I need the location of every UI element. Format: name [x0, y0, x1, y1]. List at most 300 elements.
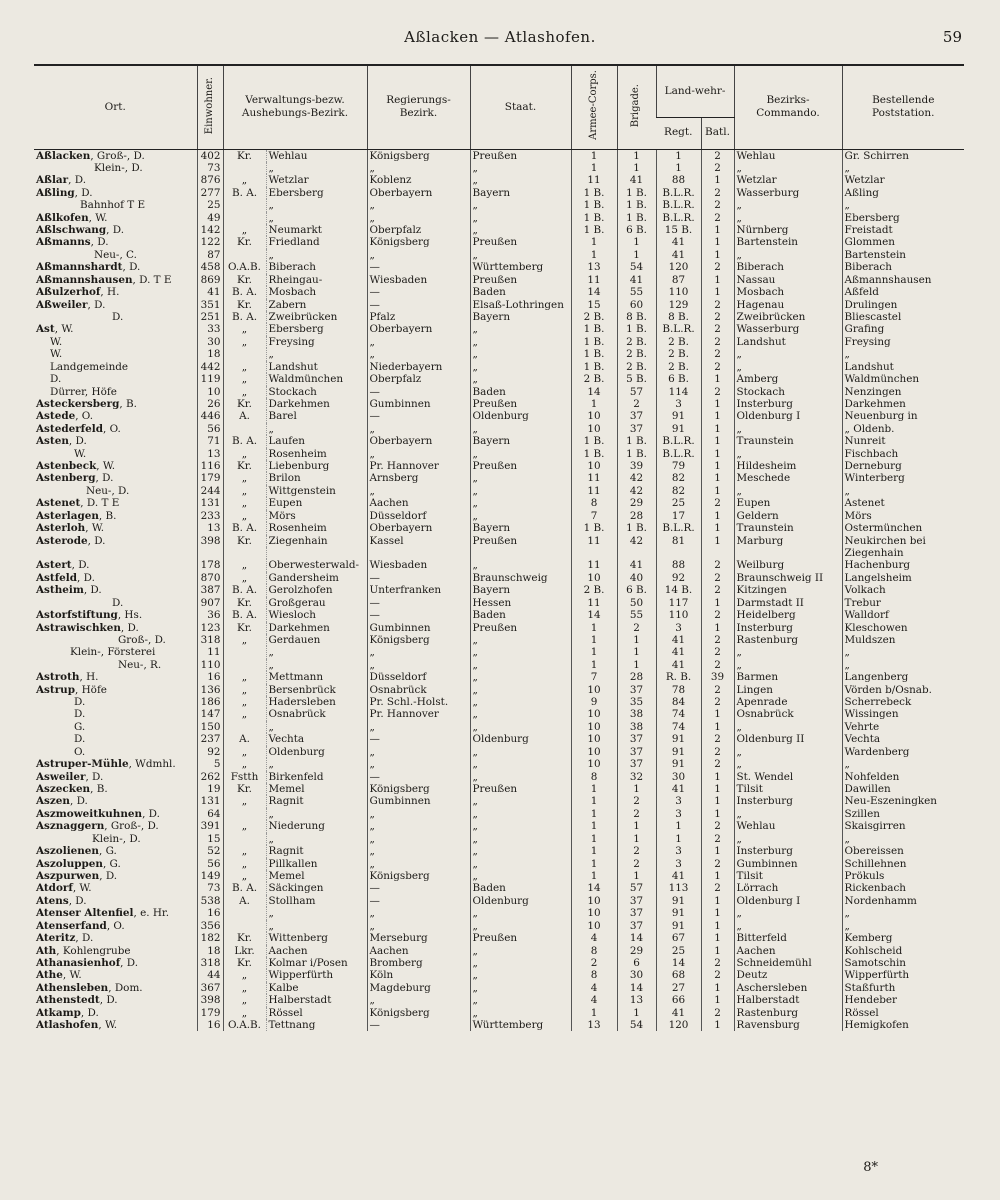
armeecorps-cell: 1 — [571, 622, 617, 634]
regierungsbezirk-cell: Kassel — [367, 535, 470, 547]
table-row — [34, 820, 964, 832]
regierungsbezirk-cell: „ — [367, 199, 470, 211]
poststation-cell: „ — [842, 162, 964, 174]
brigade-cell: 1 — [617, 149, 656, 162]
verwaltung-bezirk-cell: „ — [266, 348, 367, 360]
ort-cell — [34, 907, 197, 919]
verwaltung-type-cell: Kr. — [223, 149, 266, 162]
table-row — [34, 199, 964, 211]
landwehr-bataillon-cell: 1 — [701, 224, 734, 236]
einwohner-cell: 18 — [197, 348, 223, 360]
ort-type: , D. — [68, 435, 87, 448]
landwehr-bataillon-cell: 1 — [701, 398, 734, 410]
verwaltung-type-cell: „ — [223, 224, 266, 236]
armeecorps-cell: 1 — [571, 808, 617, 820]
landwehr-bataillon-cell: 1 — [701, 485, 734, 497]
verwaltung-bezirk-cell: Eupen — [266, 497, 367, 509]
armeecorps-cell: 10 — [571, 920, 617, 932]
landwehr-regiment-cell: 3 — [656, 398, 701, 410]
brigade-cell: 38 — [617, 708, 656, 720]
verwaltung-bezirk-cell: Zabern — [266, 299, 367, 311]
brigade-cell: 29 — [617, 497, 656, 509]
staat-cell: Preußen — [470, 236, 571, 248]
armeecorps-cell: 10 — [571, 721, 617, 733]
einwohner-cell: 92 — [197, 746, 223, 758]
ort-cell — [34, 895, 197, 907]
verwaltung-type-cell — [223, 348, 266, 360]
brigade-cell: 28 — [617, 671, 656, 683]
ort-name: Aßmannshardt — [36, 261, 123, 274]
table-body — [34, 149, 964, 1031]
brigade-cell: 57 — [617, 386, 656, 398]
brigade-cell: 14 — [617, 932, 656, 944]
ort-type: Neu-, R. — [118, 658, 162, 671]
einwohner-cell: 71 — [197, 435, 223, 447]
regierungsbezirk-cell: Königsberg — [367, 236, 470, 248]
regierungsbezirk-cell: „ — [367, 423, 470, 435]
regierungsbezirk-cell: Pr. Hannover — [367, 460, 470, 472]
table-row — [34, 733, 964, 745]
staat-cell: „ — [470, 323, 571, 335]
poststation-cell: Landshut — [842, 361, 964, 373]
bezirkskommando-cell: Apenrade — [734, 696, 842, 708]
verwaltung-bezirk-cell: „ — [266, 808, 367, 820]
landwehr-bataillon-cell: 1 — [701, 597, 734, 609]
regierungsbezirk-cell: „ — [367, 162, 470, 174]
staat-cell: Oldenburg — [470, 410, 571, 422]
ort-name: Asterloh — [36, 522, 86, 535]
regierungsbezirk-cell: Gumbinnen — [367, 398, 470, 410]
regierungsbezirk-cell: Wiesbaden — [367, 274, 470, 286]
table-row — [34, 609, 964, 621]
verwaltung-type-cell: „ — [223, 634, 266, 646]
ort-cell — [34, 497, 197, 509]
regierungsbezirk-cell: „ — [367, 348, 470, 360]
ort-cell — [34, 311, 197, 323]
verwaltung-bezirk-cell: Rössel — [266, 1007, 367, 1019]
verwaltung-type-cell: „ — [223, 708, 266, 720]
bezirkskommando-cell: Mosbach — [734, 286, 842, 298]
poststation-cell: Rössel — [842, 1007, 964, 1019]
armeecorps-cell: 11 — [571, 274, 617, 286]
bezirkskommando-cell: Traunstein — [734, 522, 842, 534]
verwaltung-type-cell: B. A. — [223, 882, 266, 894]
regierungsbezirk-cell: „ — [367, 845, 470, 857]
landwehr-bataillon-cell: 2 — [701, 559, 734, 571]
einwohner-cell: 119 — [197, 373, 223, 385]
regierungsbezirk-cell: — — [367, 733, 470, 745]
landwehr-bataillon-cell: 2 — [701, 187, 734, 199]
verwaltung-type-cell: Kr. — [223, 236, 266, 248]
bezirkskommando-cell: Amberg — [734, 373, 842, 385]
regierungsbezirk-cell: Niederbayern — [367, 361, 470, 373]
regierungsbezirk-cell: „ — [367, 336, 470, 348]
ort-cell — [34, 448, 197, 460]
regierungsbezirk-cell: Aachen — [367, 945, 470, 957]
staat-cell: Baden — [470, 882, 571, 894]
regierungsbezirk-cell: Koblenz — [367, 174, 470, 186]
ort-name: Aszoluppen — [36, 857, 103, 870]
verwaltung-type-cell: B. A. — [223, 187, 266, 199]
regierungsbezirk-cell: „ — [367, 448, 470, 460]
ort-type: , D. — [80, 1006, 99, 1019]
verwaltung-type-cell — [223, 721, 266, 733]
armeecorps-cell — [571, 547, 617, 559]
table-row — [34, 535, 964, 547]
landwehr-bataillon-cell: 1 — [701, 795, 734, 807]
table-row — [34, 982, 964, 994]
bezirkskommando-cell: Wetzlar — [734, 174, 842, 186]
bezirkskommando-cell: Oldenburg II — [734, 733, 842, 745]
ort-type: G. — [74, 720, 86, 733]
staat-cell: „ — [470, 982, 571, 994]
regierungsbezirk-cell: Düsseldorf — [367, 510, 470, 522]
poststation-cell: Bliescastel — [842, 311, 964, 323]
verwaltung-bezirk-cell: Mettmann — [266, 671, 367, 683]
verwaltung-bezirk-cell: Wittenberg — [266, 932, 367, 944]
landwehr-regiment-cell: 14 — [656, 957, 701, 969]
table-row — [34, 311, 964, 323]
landwehr-regiment-cell: 74 — [656, 721, 701, 733]
ort-type: , G. — [102, 857, 121, 870]
armeecorps-cell: 10 — [571, 684, 617, 696]
verwaltung-bezirk-cell: Birkenfeld — [266, 771, 367, 783]
regierungsbezirk-cell: Pfalz — [367, 311, 470, 323]
verwaltung-bezirk-cell: Ebersberg — [266, 323, 367, 335]
armeecorps-cell: 14 — [571, 386, 617, 398]
ort-name: Aßmannshausen — [36, 273, 133, 286]
ort-type: , W. — [62, 969, 82, 982]
brigade-cell — [617, 547, 656, 559]
landwehr-bataillon-cell: 2 — [701, 858, 734, 870]
verwaltung-bezirk-cell: Rosenheim — [266, 522, 367, 534]
armeecorps-cell: 1 B. — [571, 361, 617, 373]
staat-cell: „ — [470, 497, 571, 509]
einwohner-cell: 150 — [197, 721, 223, 733]
poststation-cell: Langenberg — [842, 671, 964, 683]
staat-cell: „ — [470, 634, 571, 646]
staat-cell: „ — [470, 671, 571, 683]
regierungsbezirk-cell: „ — [367, 808, 470, 820]
landwehr-bataillon-cell: 2 — [701, 149, 734, 162]
armeecorps-cell: 10 — [571, 460, 617, 472]
regierungsbezirk-cell: — — [367, 1019, 470, 1031]
landwehr-regiment-cell: 3 — [656, 622, 701, 634]
armeecorps-cell: 11 — [571, 535, 617, 547]
bezirkskommando-cell: Nürnberg — [734, 224, 842, 236]
table-row — [34, 410, 964, 422]
ort-cell — [34, 609, 197, 621]
verwaltung-type-cell: Kr. — [223, 535, 266, 547]
table-row — [34, 373, 964, 385]
brigade-cell: 32 — [617, 771, 656, 783]
bezirkskommando-cell: Darmstadt II — [734, 597, 842, 609]
armeecorps-cell: 1 — [571, 249, 617, 261]
column-header-brigade: Brigade. — [617, 65, 656, 149]
einwohner-cell: 64 — [197, 808, 223, 820]
regierungsbezirk-cell: — — [367, 386, 470, 398]
staat-cell: Preußen — [470, 460, 571, 472]
staat-cell: „ — [470, 423, 571, 435]
brigade-cell: 1 — [617, 646, 656, 658]
ort-cell — [34, 646, 197, 658]
landwehr-regiment-cell: 17 — [656, 510, 701, 522]
einwohner-cell: 16 — [197, 1019, 223, 1031]
regierungsbezirk-cell: Magdeburg — [367, 982, 470, 994]
brigade-cell: 1 B. — [617, 522, 656, 534]
landwehr-regiment-cell: 113 — [656, 882, 701, 894]
ort-type: , D. — [87, 534, 106, 547]
verwaltung-bezirk-cell: Ziegenhain — [266, 535, 367, 547]
ort-cell — [34, 373, 197, 385]
brigade-cell: 37 — [617, 907, 656, 919]
landwehr-bataillon-cell: 2 — [701, 820, 734, 832]
column-header-staat: Staat. — [470, 65, 571, 149]
ort-name: Asweiler — [36, 770, 86, 783]
armeecorps-cell: 8 — [571, 497, 617, 509]
brigade-cell: 39 — [617, 460, 656, 472]
ort-name: Astheim — [36, 584, 84, 597]
brigade-cell: 54 — [617, 1019, 656, 1031]
einwohner-cell: 244 — [197, 485, 223, 497]
ort-type: , W. — [88, 211, 108, 224]
bezirkskommando-cell: Oldenburg I — [734, 895, 842, 907]
landwehr-regiment-cell: 79 — [656, 460, 701, 472]
landwehr-bataillon-cell: 1 — [701, 982, 734, 994]
poststation-cell: Hachenburg — [842, 559, 964, 571]
ort-cell — [34, 187, 197, 199]
armeecorps-cell: 10 — [571, 572, 617, 584]
landwehr-bataillon-cell: 2 — [701, 299, 734, 311]
poststation-cell: Skaisgirren — [842, 820, 964, 832]
ort-name: Astrup — [36, 683, 76, 696]
ort-type: , D. T E — [132, 273, 172, 286]
brigade-cell: 1 B. — [617, 199, 656, 211]
table-row — [34, 286, 964, 298]
ort-type: , G. — [98, 845, 117, 858]
ort-type: , D. — [85, 770, 104, 783]
landwehr-bataillon-cell: 39 — [701, 671, 734, 683]
ort-name: Aszen — [36, 795, 70, 808]
staat-cell: „ — [470, 373, 571, 385]
ort-cell — [34, 597, 197, 609]
poststation-cell: Kohlscheid — [842, 945, 964, 957]
verwaltung-type-cell: B. A. — [223, 311, 266, 323]
table-row — [34, 907, 964, 919]
landwehr-bataillon-cell: 1 — [701, 236, 734, 248]
einwohner-cell: 16 — [197, 671, 223, 683]
table-row — [34, 708, 964, 720]
landwehr-regiment-cell: 91 — [656, 895, 701, 907]
verwaltung-bezirk-cell: „ — [266, 659, 367, 671]
bezirkskommando-cell: „ — [734, 212, 842, 224]
armeecorps-cell: 2 — [571, 957, 617, 969]
landwehr-bataillon-cell: 1 — [701, 932, 734, 944]
landwehr-regiment-cell: 41 — [656, 236, 701, 248]
ort-type: , H. — [79, 671, 99, 684]
armeecorps-cell: 7 — [571, 510, 617, 522]
table-row — [34, 559, 964, 571]
brigade-cell: 37 — [617, 733, 656, 745]
verwaltung-bezirk-cell: Waldmünchen — [266, 373, 367, 385]
landwehr-regiment-cell: 88 — [656, 559, 701, 571]
bezirkskommando-cell: Rastenburg — [734, 634, 842, 646]
ort-type: , e. Hr. — [133, 907, 170, 920]
ort-cell — [34, 1007, 197, 1019]
ort-cell — [34, 845, 197, 857]
table-row — [34, 659, 964, 671]
ort-type: , D. — [99, 869, 118, 882]
ort-type: D. — [112, 596, 124, 609]
bezirkskommando-cell: Schneidemühl — [734, 957, 842, 969]
staat-cell: Württemberg — [470, 261, 571, 273]
bezirkskommando-cell: „ — [734, 448, 842, 460]
ort-name: Atlashofen — [36, 1019, 99, 1032]
table-row — [34, 932, 964, 944]
ort-name: Aszmoweitkuhnen — [36, 807, 143, 820]
verwaltung-bezirk-cell: Rheingau- — [266, 274, 367, 286]
poststation-cell: Vehrte — [842, 721, 964, 733]
ort-cell — [34, 870, 197, 882]
verwaltung-bezirk-cell: Darkehmen — [266, 622, 367, 634]
column-header-kommando: Bezirks-Commando. — [734, 65, 842, 149]
landwehr-regiment-cell: 74 — [656, 708, 701, 720]
armeecorps-cell: 1 — [571, 833, 617, 845]
einwohner-cell: 18 — [197, 945, 223, 957]
armeecorps-cell: 13 — [571, 261, 617, 273]
landwehr-bataillon-cell: 2 — [701, 162, 734, 174]
poststation-cell: „ — [842, 659, 964, 671]
brigade-cell: 1 B. — [617, 448, 656, 460]
ort-type: Neu-, C. — [94, 248, 137, 261]
ort-cell — [34, 696, 197, 708]
landwehr-bataillon-cell: 2 — [701, 311, 734, 323]
verwaltung-bezirk-cell: „ — [266, 646, 367, 658]
verwaltung-type-cell: „ — [223, 746, 266, 758]
table-row — [34, 149, 964, 162]
armeecorps-cell: 10 — [571, 708, 617, 720]
landwehr-regiment-cell: 78 — [656, 684, 701, 696]
landwehr-regiment-cell: 2 B. — [656, 336, 701, 348]
ort-name: Astruper-Mühle — [36, 758, 129, 771]
armeecorps-cell: 1 — [571, 646, 617, 658]
table-row — [34, 920, 964, 932]
table-row — [34, 771, 964, 783]
ort-name: Aßulzerhof — [36, 286, 101, 299]
armeecorps-cell: 1 — [571, 795, 617, 807]
ort-name: Asterlagen — [36, 509, 99, 522]
ort-type: , W. — [98, 1019, 118, 1032]
ort-type: , W. — [54, 323, 74, 336]
table-row — [34, 423, 964, 435]
table-row — [34, 584, 964, 596]
regierungsbezirk-cell: Königsberg — [367, 149, 470, 162]
ort-cell — [34, 559, 197, 571]
verwaltung-bezirk-cell — [266, 547, 367, 559]
einwohner-cell: 131 — [197, 497, 223, 509]
bezirkskommando-cell: „ — [734, 646, 842, 658]
table-row — [34, 386, 964, 398]
landwehr-bataillon-cell: 1 — [701, 907, 734, 919]
ort-name: Astfeld — [36, 571, 78, 584]
regierungsbezirk-cell: Oberbayern — [367, 187, 470, 199]
gazetteer-table — [34, 64, 964, 1031]
verwaltung-bezirk-cell: Stockach — [266, 386, 367, 398]
ort-name: Asteckersberg — [36, 397, 120, 410]
poststation-cell: Langelsheim — [842, 572, 964, 584]
einwohner-cell: 149 — [197, 870, 223, 882]
ort-type: , Kohlengrube — [56, 944, 131, 957]
ort-type: , D. — [120, 956, 139, 969]
regierungsbezirk-cell: „ — [367, 485, 470, 497]
staat-cell: Württemberg — [470, 1019, 571, 1031]
ort-name: Aßlkofen — [36, 211, 89, 224]
ort-cell — [34, 547, 197, 559]
table-row — [34, 547, 964, 559]
regierungsbezirk-cell: „ — [367, 249, 470, 261]
poststation-cell: Biberach — [842, 261, 964, 273]
landwehr-regiment-cell: 3 — [656, 858, 701, 870]
ort-type: , D. — [95, 472, 114, 485]
regierungsbezirk-cell: Osnabrück — [367, 684, 470, 696]
poststation-cell: Grafing — [842, 323, 964, 335]
landwehr-regiment-cell: B.L.R. — [656, 187, 701, 199]
landwehr-bataillon-cell: 2 — [701, 758, 734, 770]
regierungsbezirk-cell: Düsseldorf — [367, 671, 470, 683]
brigade-cell: 8 B. — [617, 311, 656, 323]
poststation-cell: „ — [842, 646, 964, 658]
regierungsbezirk-cell: Gumbinnen — [367, 795, 470, 807]
poststation-cell: Drulingen — [842, 299, 964, 311]
ort-cell — [34, 982, 197, 994]
einwohner-cell: 277 — [197, 187, 223, 199]
verwaltung-type-cell: „ — [223, 982, 266, 994]
ort-type: , D. — [122, 261, 141, 274]
verwaltung-bezirk-cell: Barel — [266, 410, 367, 422]
verwaltung-type-cell — [223, 659, 266, 671]
einwohner-cell: 147 — [197, 708, 223, 720]
verwaltung-type-cell: B. A. — [223, 584, 266, 596]
poststation-cell: „ — [842, 907, 964, 919]
verwaltung-bezirk-cell: Wehlau — [266, 149, 367, 162]
regierungsbezirk-cell: „ — [367, 659, 470, 671]
ort-type: , D. — [142, 807, 160, 820]
table-header — [34, 65, 964, 149]
ort-cell — [34, 423, 197, 435]
bezirkskommando-cell: Gumbinnen — [734, 858, 842, 870]
poststation-cell: Aßmannshausen — [842, 274, 964, 286]
table-row — [34, 174, 964, 186]
bezirkskommando-cell: „ — [734, 485, 842, 497]
ort-type: D. — [50, 373, 62, 386]
verwaltung-type-cell: „ — [223, 758, 266, 770]
ort-type: O. — [74, 745, 86, 758]
ort-name: Atens — [36, 894, 69, 907]
table-row — [34, 671, 964, 683]
einwohner-cell: 237 — [197, 733, 223, 745]
staat-cell: „ — [470, 820, 571, 832]
brigade-cell: 1 B. — [617, 323, 656, 335]
staat-cell: „ — [470, 696, 571, 708]
verwaltung-type-cell: „ — [223, 174, 266, 186]
staat-cell — [470, 547, 571, 559]
column-header-landwehr: Land-wehr- — [656, 65, 734, 117]
verwaltung-type-cell: Kr. — [223, 398, 266, 410]
landwehr-regiment-cell: 117 — [656, 597, 701, 609]
table-row — [34, 485, 964, 497]
landwehr-bataillon-cell: 2 — [701, 833, 734, 845]
einwohner-cell: 11 — [197, 646, 223, 658]
